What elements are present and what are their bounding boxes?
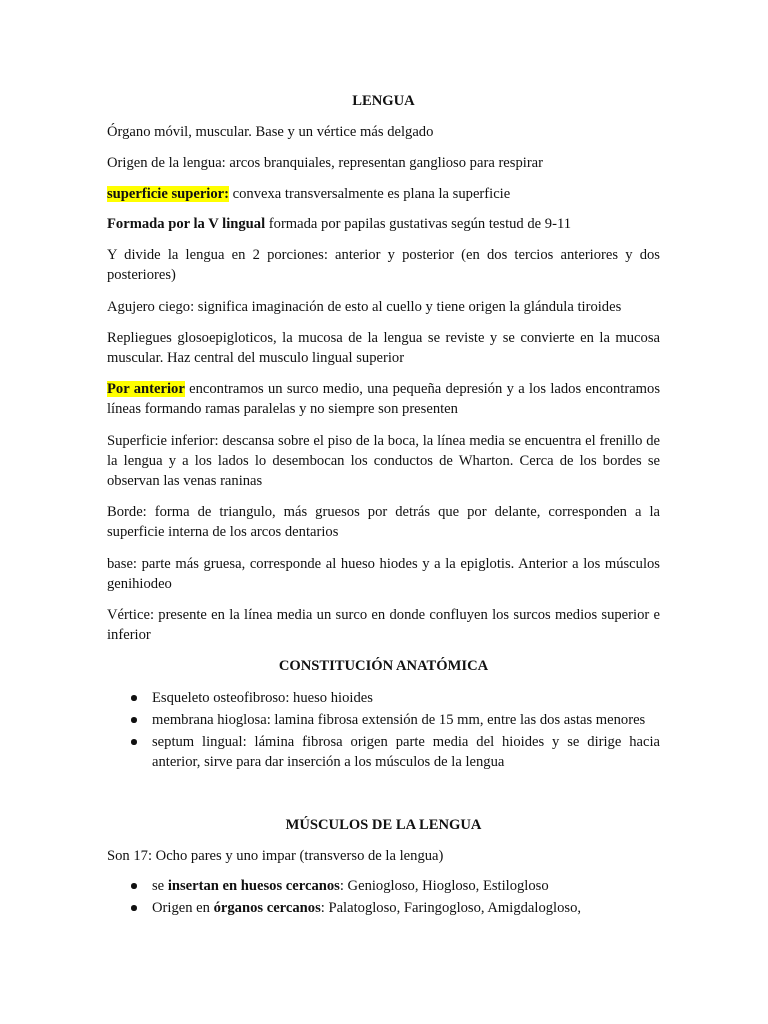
highlight-superficie-superior: superficie superior: bbox=[107, 186, 229, 202]
list-item-text: : Geniogloso, Hiogloso, Estilogloso bbox=[339, 878, 549, 894]
bullet-icon bbox=[131, 739, 137, 745]
bullet-icon bbox=[131, 883, 137, 889]
paragraph-por-anterior-text: encontramos un surco medio, una pequeña depresión y a los lados encontramos líneas formando ramas paralelas y no siempre son presenten bbox=[107, 381, 660, 417]
list-item-bold: insertan en huesos cercanos bbox=[167, 878, 340, 894]
paragraph-superficie-superior-text: convexa transversalmente es plana la superficie bbox=[229, 186, 511, 202]
bullet-icon bbox=[131, 905, 137, 911]
list-item bbox=[107, 898, 660, 918]
list-item-text: : Palatogloso, Faringogloso, Amigdalogloso, bbox=[320, 900, 582, 916]
paragraph-por-anterior bbox=[107, 379, 660, 419]
list-item bbox=[107, 688, 660, 708]
musculos-list bbox=[107, 876, 660, 920]
paragraph-superficie-superior bbox=[107, 184, 660, 204]
list-item-prefix: Origen en bbox=[152, 900, 214, 916]
paragraph-organo: Órgano móvil, muscular. Base y un vértice más delgado bbox=[107, 124, 434, 140]
bullet-icon bbox=[131, 717, 137, 723]
section-heading-constitucion: CONSTITUCIÓN ANATÓMICA bbox=[278, 658, 489, 674]
paragraph-porciones: Y divide la lengua en 2 porciones: anterior y posterior (en dos tercios anteriores y dos posteriores) bbox=[107, 247, 660, 283]
list-item-prefix: se bbox=[152, 878, 168, 894]
paragraph-base: base: parte más gruesa, corresponde al hueso hiodes y a la epiglotis. Anterior a los músculos genihiodeo bbox=[107, 556, 660, 592]
section-heading-musculos: MÚSCULOS DE LA LENGUA bbox=[285, 817, 482, 833]
paragraph-origen: Origen de la lengua: arcos branquiales, representan ganglioso para respirar bbox=[107, 155, 544, 171]
constitucion-list bbox=[107, 688, 660, 774]
list-item bbox=[107, 732, 660, 772]
list-item bbox=[107, 876, 660, 896]
paragraph-v-lingual-text: formada por papilas gustativas según testud de 9-11 bbox=[265, 216, 571, 232]
bullet-icon bbox=[131, 695, 137, 701]
paragraph-v-lingual bbox=[107, 214, 660, 234]
highlight-por-anterior: Por anterior bbox=[107, 381, 185, 397]
paragraph-son-17: Son 17: Ocho pares y uno impar (transverso de la lengua) bbox=[107, 848, 444, 864]
list-item-text: septum lingual: lámina fibrosa origen parte media del hioides y se dirige hacia anterior, sirve para dar inserción a los músculos de la lengua bbox=[152, 734, 660, 770]
paragraph-repliegues: Repliegues glosoepigloticos, la mucosa de la lengua se reviste y se convierte en la mucosa muscular. Haz central del musculo lingual superior bbox=[107, 330, 660, 366]
list-item bbox=[107, 710, 660, 730]
paragraph-superficie-inferior: Superficie inferior: descansa sobre el piso de la boca, la línea media se encuentra el frenillo de la lengua y a los lados lo desembocan los conductos de Wharton. Cerca de los bordes se observan las venas raninas bbox=[107, 433, 660, 489]
list-item-text: membrana hioglosa: lamina fibrosa extensión de 15 mm, entre las dos astas menores bbox=[152, 712, 646, 728]
list-item-text: Esqueleto osteofibroso: hueso hioides bbox=[152, 690, 373, 706]
paragraph-borde: Borde: forma de triangulo, más gruesos por detrás que por delante, corresponden a la superficie interna de los arcos dentarios bbox=[107, 504, 660, 540]
page-title: LENGUA bbox=[352, 93, 415, 109]
paragraph-vertice: Vértice: presente en la línea media un surco en donde confluyen los surcos medios superior e inferior bbox=[107, 607, 660, 643]
bold-v-lingual: Formada por la V lingual bbox=[107, 216, 266, 232]
paragraph-agujero-ciego: Agujero ciego: significa imaginación de esto al cuello y tiene origen la glándula tiroides bbox=[107, 299, 622, 315]
list-item-bold: órganos cercanos bbox=[213, 900, 321, 916]
